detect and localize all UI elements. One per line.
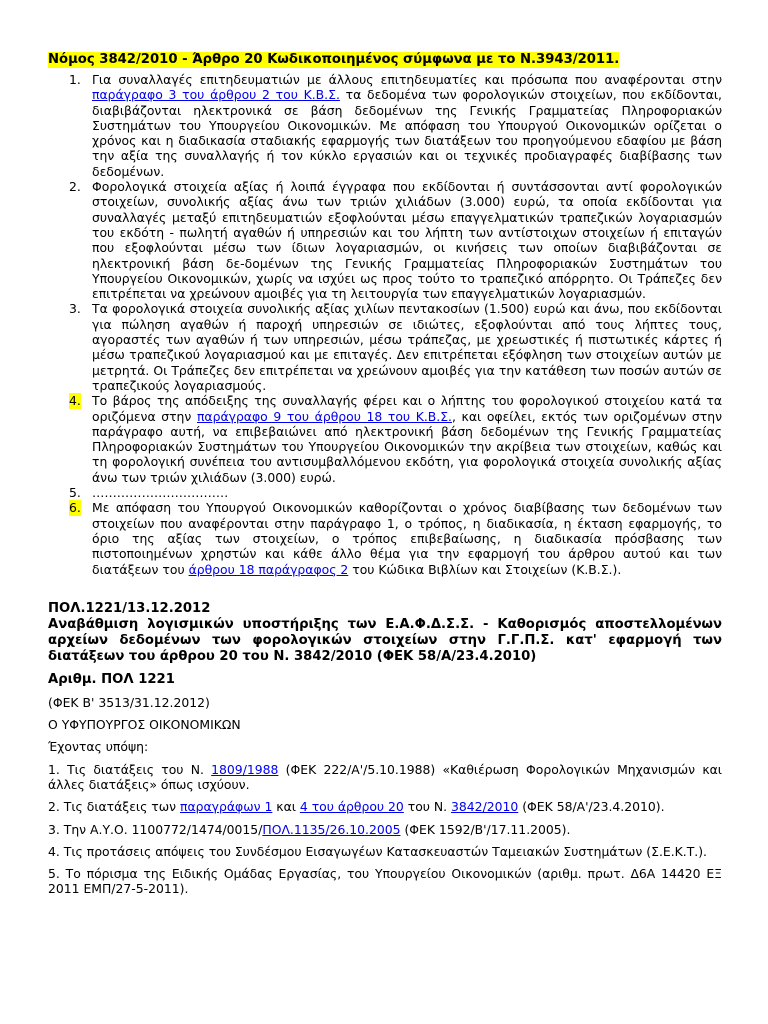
item-number-highlighted: 4. bbox=[69, 393, 81, 409]
having-considered: Έχοντας υπόψη: bbox=[48, 739, 149, 755]
link-law-1809-1988[interactable]: 1809/1988 bbox=[211, 761, 279, 777]
consideration-5: 5. Το πόρισμα της Ειδικής Ομάδας Εργασίας, του Υπουργείου Οικονομικών (αριθμ. πρωτ. Δ6Α 14420 ΕΞ 2011 ΕΜΠ/27-5-2011). bbox=[48, 866, 722, 897]
item-number: 5. bbox=[69, 485, 81, 501]
article-paragraph-list bbox=[48, 72, 722, 577]
consideration-4: 4. Τις προτάσεις απόψεις του Συνδέσμου Εισαγωγέων Κατασκευαστών Ταμειακών Συστημάτων (Σ.Ε.Κ.Τ.). bbox=[48, 843, 707, 859]
law-heading: Νόμος 3842/2010 - Άρθρο 20 Κωδικοποιημένος σύμφωνα με το Ν.3943/2011. bbox=[48, 52, 620, 67]
authority: Ο ΥΦΥΠΟΥΡΓΟΣ ΟΙΚΟΝΟΜΙΚΩΝ bbox=[48, 717, 241, 733]
item-text: Φορολογικά στοιχεία αξίας ή λοιπά έγγραφα που εκδίδονται ή συντάσσονται αντί φορολογικών στοιχείων, συνολικής αξίας άνω των τριών χιλιάδων (3.000) ευρώ, τα οποία εκδίδονται για συναλλαγές μεταξύ επιτηδευματιών εξοφλούνται μέσω επαγγελματικών τραπεζικών λογαριασμών του εκδότη - πωλητή αγαθών ή υπηρεσιών και του λήπτη των αντίστοιχων στοιχείων ή επιταγών που εξοφλούνται μέσω των ίδιων λογαριασμών, οι κινήσεις των οποίων διαβιβάζονται σε ηλεκτρονική βάση δε-δομένων της Γενικής Γραμματείας Πληροφοριακών Συστημάτων του Υπουργείου Οικονομικών, χωρίς να ισχύει ως προς τούτο το τραπεζικό απόρρητο. Οι Τράπεζες δεν επιτρέπεται να χρεώνουν αμοιβές για τη λειτουργία των επαγγελματικών λογαριασμών. bbox=[92, 179, 722, 302]
item-text: Για συναλλαγές επιτηδευματιών με άλλους επιτηδευματίες και πρόσωπα που αναφέρονται στην bbox=[92, 72, 722, 87]
list-item-4 bbox=[48, 393, 722, 485]
item-text: …………………………… bbox=[92, 485, 229, 501]
consideration-1 bbox=[48, 762, 722, 793]
link-law-3842-2010[interactable]: 3842/2010 bbox=[451, 799, 519, 815]
item-text: Με απόφαση του Υπουργού Οικονομικών καθορίζονται ο χρόνος διαβίβασης των δεδομένων των στοιχείων που αναφέρονται στην παράγραφο 1, ο τρόπος, η διαδικασία, η έκταση εφαρμογής, το όριο της αξίας των στοιχείων, ο τρόπος επιβεβαίωσης, η διαδικασία πρόσβασης των πιστοποιημένων χρηστών και κάθε άλλο θέμα για την εφαρμογή του άρθρου αυτού και των διατάξεων του bbox=[92, 500, 722, 577]
consideration-text: του Ν. bbox=[403, 799, 452, 815]
consideration-text: 3. Την Α.Υ.Ο. 1100772/1474/0015/ bbox=[48, 821, 263, 837]
link-paragraphs-1[interactable]: παραγράφων 1 bbox=[180, 799, 273, 815]
link-pol-1135[interactable]: ΠΟΛ.1135/26.10.2005 bbox=[262, 821, 401, 837]
list-item-3 bbox=[48, 301, 722, 393]
list-item-1 bbox=[48, 72, 722, 179]
list-item-6 bbox=[48, 500, 722, 576]
law-heading-wrap bbox=[48, 48, 722, 68]
item-number: 2. bbox=[69, 179, 81, 195]
item-number: 1. bbox=[69, 72, 81, 87]
item-text: του Κώδικα Βιβλίων και Στοιχείων (Κ.Β.Σ.). bbox=[348, 561, 622, 577]
link-article-20-par-4[interactable]: 4 του άρθρου 20 bbox=[299, 799, 404, 815]
consideration-2 bbox=[48, 799, 722, 814]
consideration-text: (ΦΕΚ 222/Α'/5.10.1988) «Καθιέρωση Φορολογικών Μηχανισμών και άλλες διατάξεις» όπως ισχύουν. bbox=[48, 761, 722, 792]
consideration-text: και bbox=[272, 799, 300, 815]
link-kbs-article-18[interactable]: παράγραφο 9 του άρθρου 18 του Κ.Β.Σ. bbox=[196, 408, 452, 424]
list-item-2 bbox=[48, 179, 722, 301]
item-text: τα δεδομένα των φορολογικών στοιχείων, που εκδίδονται, διαβιβάζονται ηλεκτρονικά σε βάση δεδομένων της Γενικής Γραμματείας Πληροφοριακών Συστημάτων του Υπουργείου Οικονομικών. Με απόφαση του Υπουργού Οικονομικών ορίζεται ο χρόνος και η διαδικασία σταδιακής εφαρμογής των διατάξεων του προηγούμενου εδαφίου με βάση την αξία της συναλλαγής ή τον κύκλο εργασιών και οι τεχνικές προδιαγραφές διαβίβασης των δεδομένων. bbox=[92, 87, 722, 179]
pol-number: Αριθμ. ΠΟΛ 1221 bbox=[48, 671, 175, 687]
consideration-text: 1. Τις διατάξεις του Ν. bbox=[48, 761, 212, 777]
consideration-text: 2. Τις διατάξεις των bbox=[48, 799, 181, 815]
item-number-highlighted: 6. bbox=[69, 500, 81, 516]
item-number: 3. bbox=[69, 301, 81, 317]
consideration-text: (ΦΕΚ 1592/Β'/17.11.2005). bbox=[400, 821, 571, 837]
pol-subtitle: Αναβάθμιση λογισμικών υποστήριξης των Ε.Α.Φ.Δ.Σ.Σ. - Καθορισμός αποστελλομένων αρχείων δεδομένων των φορολογικών στοιχείων στην Γ.Γ.Π.Σ. κατ' εφαρμογή των διατάξεων του άρθρου 20 του Ν. 3842/2010 (ΦΕΚ 58/Α/23.4.2010) bbox=[48, 616, 722, 664]
link-kbs-article-2[interactable]: παράγραφο 3 του άρθρου 2 του Κ.Β.Σ. bbox=[92, 87, 340, 103]
list-item-5 bbox=[48, 485, 722, 500]
fek-reference: (ΦΕΚ Β' 3513/31.12.2012) bbox=[48, 694, 210, 710]
consideration-3 bbox=[48, 822, 722, 837]
item-text: , και οφείλει, εκτός των οριζομένων στην παράγραφο αυτή, να επιβεβαιώνει από ηλεκτρονική βάση δεδομένων της Γενικής Γραμματείας Πληροφοριακών Συστημάτων του Υπουργείου Οικονομικών την ακρίβεια των στοιχείων, καθώς και τη φορολογική συνέπεια του αντισυμβαλλόμενου εκδότη, για φορολογικά στοιχεία συνολικής αξίας άνω των τριών χιλιάδων (3.000) ευρώ. bbox=[92, 408, 723, 485]
pol-title: ΠΟΛ.1221/13.12.2012 bbox=[48, 600, 211, 616]
item-text: Τα φορολογικά στοιχεία συνολικής αξίας χιλίων πεντακοσίων (1.500) ευρώ και άνω, που εκδίδονται για πώληση αγαθών ή παροχή υπηρεσιών σε ιδιώτες, εξοφλούνται από τους λήπτες τους, αγοραστές των αγαθών ή των υπηρεσιών, μέσω τράπεζας, με χρεωστικές ή πιστωτικές κάρτες ή μέσω τραπεζικού λογαριασμού και με επιταγές. Δεν επιτρέπεται εξόφληση των στοιχείων αυτών με μετρητά. Οι Τράπεζες δεν επιτρέπεται να χρεώνουν αμοιβές για την κατάθεση των ποσών αυτών σε τραπεζικούς λογαριασμούς. bbox=[92, 301, 722, 393]
item-text: Το βάρος της απόδειξης της συναλλαγής φέρει και ο λήπτης του φορολογικού στοιχείου κατά τα οριζόμενα στην bbox=[92, 393, 722, 424]
consideration-text: (ΦΕΚ 58/Α'/23.4.2010). bbox=[518, 799, 665, 815]
link-article-18-par-2[interactable]: άρθρου 18 παράγραφος 2 bbox=[188, 561, 349, 577]
document-page bbox=[48, 48, 722, 897]
